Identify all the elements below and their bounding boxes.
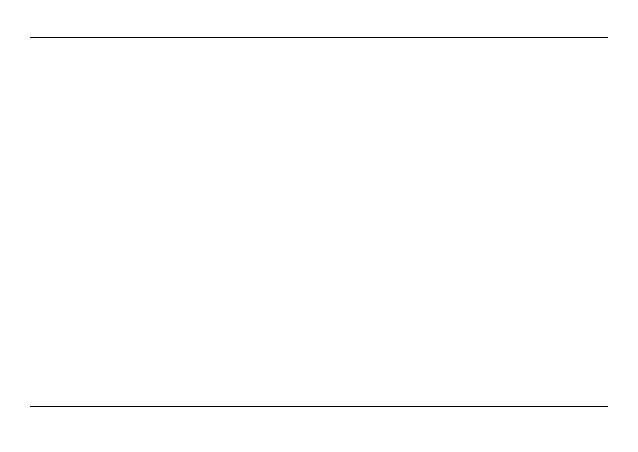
footer-rule — [30, 406, 608, 407]
header-rule — [30, 37, 608, 38]
